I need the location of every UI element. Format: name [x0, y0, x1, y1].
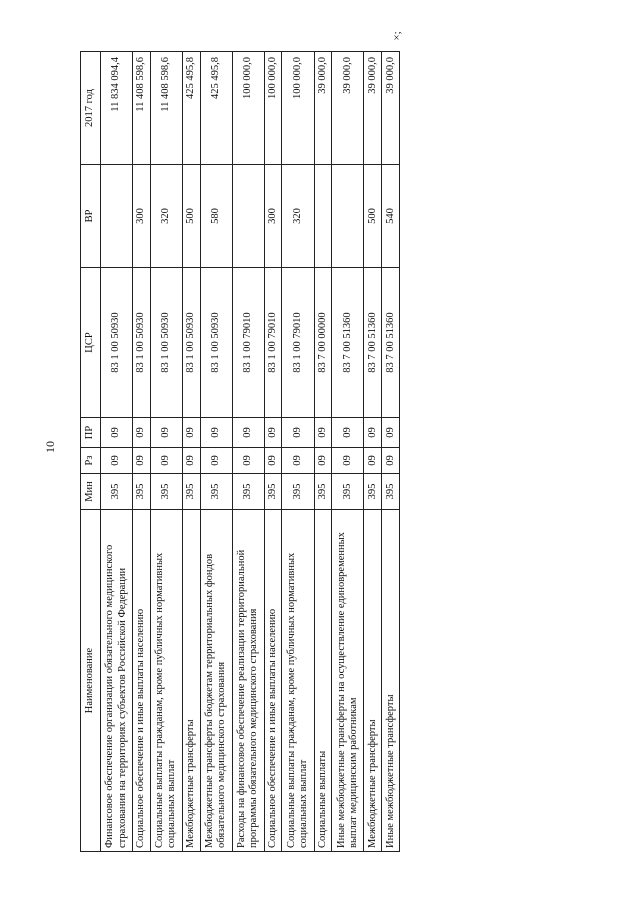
- cell-name: Социальное обеспечение и иные выплаты населению: [133, 510, 151, 852]
- budget-table-rotated: [80, 52, 400, 852]
- cell-vr: 580: [200, 165, 232, 268]
- table-row: [282, 52, 314, 852]
- cell-rz: 09: [282, 448, 314, 474]
- cell-vr: 540: [382, 165, 400, 268]
- cell-vr: [332, 165, 364, 268]
- cell-pr: 09: [282, 418, 314, 448]
- cell-pr: 09: [200, 418, 232, 448]
- cell-name: Иные межбюджетные трансферты на осуществление единовременных выплат медицинским работникам: [332, 510, 364, 852]
- cell-pr: 09: [101, 418, 133, 448]
- cell-min: 395: [150, 474, 182, 510]
- cell-name: Межбюджетные трансферты: [182, 510, 200, 852]
- table-row: [182, 52, 200, 852]
- cell-min: 395: [182, 474, 200, 510]
- cell-rz: 09: [382, 448, 400, 474]
- cell-name: Финансовое обеспечение организации обязательного медицинского страхования на территориях субъектов Российской Федерации: [101, 510, 133, 852]
- cell-name: Социальные выплаты гражданам, кроме публичных нормативных социальных выплат: [150, 510, 182, 852]
- cell-rz: 09: [133, 448, 151, 474]
- cell-pr: 09: [314, 418, 332, 448]
- cell-csr: 83 1 00 79010: [282, 268, 314, 418]
- cell-csr: 83 1 00 50930: [150, 268, 182, 418]
- header-amount: 2017 год: [81, 52, 101, 165]
- cell-pr: 09: [264, 418, 282, 448]
- cell-amount: 425 495,8: [200, 52, 232, 165]
- cell-csr: 83 1 00 79010: [232, 268, 264, 418]
- cell-csr: 83 7 00 51360: [332, 268, 364, 418]
- header-min: Мин: [81, 474, 101, 510]
- cell-amount: 39 000,0: [382, 52, 400, 165]
- cell-rz: 09: [332, 448, 364, 474]
- cell-name: Социальные выплаты: [314, 510, 332, 852]
- cell-amount: 11 408 598,6: [150, 52, 182, 165]
- cell-csr: 83 7 00 51360: [364, 268, 382, 418]
- cell-rz: 09: [364, 448, 382, 474]
- cell-amount: 100 000,0: [264, 52, 282, 165]
- cell-vr: 500: [182, 165, 200, 268]
- cell-vr: [101, 165, 133, 268]
- cell-csr: 83 1 00 50930: [133, 268, 151, 418]
- table-row: [364, 52, 382, 852]
- cell-amount: 39 000,0: [332, 52, 364, 165]
- cell-rz: 09: [150, 448, 182, 474]
- cell-rz: 09: [200, 448, 232, 474]
- header-csr: ЦСР: [81, 268, 101, 418]
- cell-min: 395: [264, 474, 282, 510]
- cell-min: 395: [314, 474, 332, 510]
- cell-amount: 39 000,0: [364, 52, 382, 165]
- margin-mark: ×;: [391, 31, 403, 41]
- cell-amount: 425 495,8: [182, 52, 200, 165]
- cell-vr: [314, 165, 332, 268]
- cell-csr: 83 1 00 50930: [200, 268, 232, 418]
- cell-min: 395: [364, 474, 382, 510]
- cell-csr: 83 7 00 00000: [314, 268, 332, 418]
- cell-csr: 83 7 00 51360: [382, 268, 400, 418]
- table-row: [264, 52, 282, 852]
- cell-csr: 83 1 00 79010: [264, 268, 282, 418]
- cell-min: 395: [101, 474, 133, 510]
- cell-rz: 09: [264, 448, 282, 474]
- cell-amount: 39 000,0: [314, 52, 332, 165]
- cell-rz: 09: [182, 448, 200, 474]
- cell-name: Социальные выплаты гражданам, кроме публичных нормативных социальных выплат: [282, 510, 314, 852]
- cell-amount: 11 834 094,4: [101, 52, 133, 165]
- cell-vr: [232, 165, 264, 268]
- cell-amount: 11 408 598,6: [133, 52, 151, 165]
- header-vr: ВР: [81, 165, 101, 268]
- cell-pr: 09: [232, 418, 264, 448]
- cell-min: 395: [133, 474, 151, 510]
- cell-vr: 300: [133, 165, 151, 268]
- cell-rz: 09: [232, 448, 264, 474]
- header-row: [81, 52, 101, 852]
- cell-pr: 09: [332, 418, 364, 448]
- table-row: [133, 52, 151, 852]
- cell-vr: 500: [364, 165, 382, 268]
- cell-rz: 09: [314, 448, 332, 474]
- cell-pr: 09: [364, 418, 382, 448]
- budget-table: [80, 51, 400, 852]
- table-row: [232, 52, 264, 852]
- cell-name: Иные межбюджетные трансферты: [382, 510, 400, 852]
- cell-pr: 09: [133, 418, 151, 448]
- cell-vr: 320: [150, 165, 182, 268]
- cell-csr: 83 1 00 50930: [182, 268, 200, 418]
- cell-vr: 300: [264, 165, 282, 268]
- cell-name: Расходы на финансовое обеспечение реализации территориальной программы обязательного медицинского страхования: [232, 510, 264, 852]
- cell-min: 395: [232, 474, 264, 510]
- cell-name: Социальное обеспечение и иные выплаты населению: [264, 510, 282, 852]
- table-row: [200, 52, 232, 852]
- cell-min: 395: [200, 474, 232, 510]
- cell-rz: 09: [101, 448, 133, 474]
- cell-pr: 09: [150, 418, 182, 448]
- table-row: [332, 52, 364, 852]
- cell-amount: 100 000,0: [232, 52, 264, 165]
- cell-csr: 83 1 00 50930: [101, 268, 133, 418]
- cell-amount: 100 000,0: [282, 52, 314, 165]
- cell-name: Межбюджетные трансферты: [364, 510, 382, 852]
- table-row: [150, 52, 182, 852]
- table-row: [314, 52, 332, 852]
- cell-name: Межбюджетные трансферты бюджетам территориальных фондов обязательного медицинского страхования: [200, 510, 232, 852]
- cell-min: 395: [382, 474, 400, 510]
- cell-min: 395: [282, 474, 314, 510]
- table-row: [101, 52, 133, 852]
- header-rz: Рз: [81, 448, 101, 474]
- page-number: 10: [43, 441, 57, 453]
- cell-pr: 09: [382, 418, 400, 448]
- header-name: Наименование: [81, 510, 101, 852]
- cell-vr: 320: [282, 165, 314, 268]
- cell-min: 395: [332, 474, 364, 510]
- cell-pr: 09: [182, 418, 200, 448]
- header-pr: ПР: [81, 418, 101, 448]
- table-row: [382, 52, 400, 852]
